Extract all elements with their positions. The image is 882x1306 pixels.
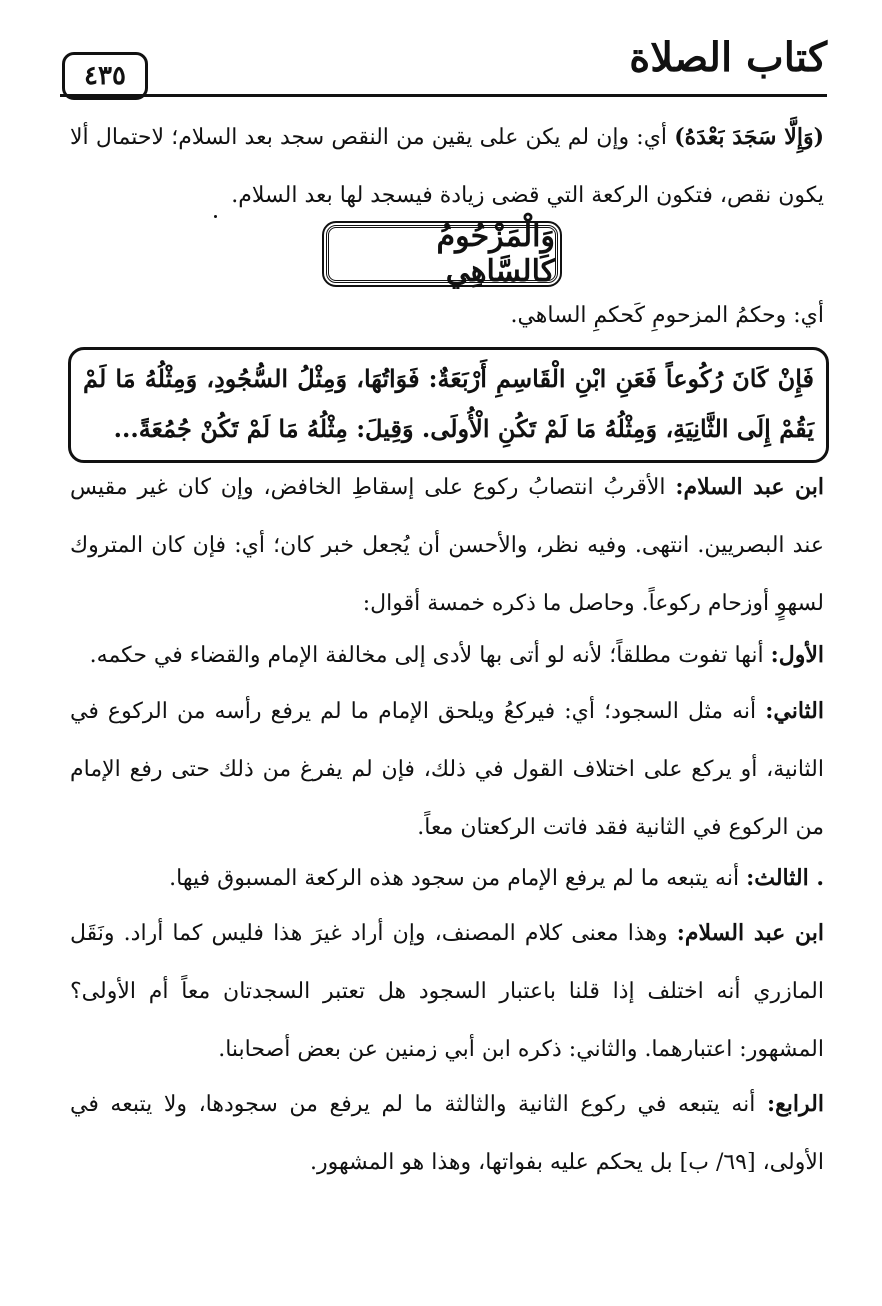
ink-speck	[214, 215, 217, 218]
paragraph-text: أنه مثل السجود؛ أي: فيركعُ ويلحق الإمام ما لم يرفع رأسه من الركوع في الثانية، أو يركع على اختلاف القول في ذلك، فإن لم يفرغ من ذلك حتى رفع الإمام من الركوع في الثانية فقد فاتت الركعتان معاً.	[70, 699, 824, 840]
chapter-title: كتاب الصلاة	[629, 34, 827, 81]
paragraph-text: أنها تفوت مطلقاً؛ لأنه لو أتى بها لأدى إلى مخالفة الإمام والقضاء في حكمه.	[89, 643, 771, 668]
matn-quote-text: فَإِنْ كَانَ رُكُوعاً فَعَنِ ابْنِ الْقَاسِمِ أَرْبَعَةٌ: فَوَاتُهَا، وَمِثْلُ السُّجُودِ، وَمِثْلُهُ مَا لَمْ يَقُمْ إِلَى الثَّانِيَةِ، وَمِثْلُهُ مَا لَمْ تَكُنِ الْأُولَى. وَقِيلَ: مِثْلُهُ مَا لَمْ تَكُنْ جُمُعَةً...	[83, 364, 814, 443]
matn-quote: (وَإِلَّا سَجَدَ بَعْدَهُ)	[674, 124, 824, 150]
paragraph-6	[70, 849, 824, 908]
paragraph-text: أي: وحكمُ المزحومِ كَحكمِ الساهي.	[510, 303, 824, 328]
section-heading-text: وَالْمَزْحُومُ كَالسَّاهِي	[436, 219, 555, 289]
paragraph-text: أنه يتبعه ما لم يرفع الإمام من سجود هذه الركعة المسبوق فيها.	[169, 866, 747, 891]
opinion-label: الأول:	[770, 642, 824, 668]
opinion-label: . الثالث:	[746, 865, 824, 891]
paragraph-4	[70, 626, 824, 685]
matn-quote-box	[68, 347, 829, 463]
header-rule	[60, 94, 827, 97]
paragraph-7	[70, 904, 824, 1079]
paragraph-text: أي: وإن لم يكن على يقين من النقص سجد بعد السلام؛ لاحتمال ألا يكون نقص، فتكون الركعة التي قضى زيادة فيسجد لها بعد السلام.	[70, 125, 824, 208]
paragraph-text: الأقربُ انتصابُ ركوع على إسقاطِ الخافض، وإن كان غير مقيس عند البصريين. انتهى. وفيه نظر، والأحسن أن يُجعل خبر كان؛ أي: فإن كان المتروك لسهوٍ أوزحام ركوعاً. وحاصل ما ذكره خمسة أقوال:	[70, 475, 824, 616]
paragraph-text: وهذا معنى كلام المصنف، وإن أراد غيرَ هذا فليس كما أراد. ونَقَل المازري أنه اختلف إذا قلنا باعتبار السجود هل تعتبر السجدتان معاً أم الأولى؟ المشهور: اعتبارهما. والثاني: ذكره ابن أبي زمنين عن بعض أصحابنا.	[70, 921, 824, 1062]
opinion-label: الثاني:	[765, 698, 824, 724]
paragraph-5	[70, 682, 824, 857]
paragraph-1	[70, 108, 824, 225]
section-heading	[326, 219, 558, 289]
paragraph-2	[70, 287, 824, 345]
paragraph-8	[70, 1075, 824, 1192]
commentator-label: ابن عبد السلام:	[675, 474, 824, 500]
paragraph-text: أنه يتبعه في ركوع الثانية والثالثة ما لم يرفع من سجودها، ولا يتبعه في الأولى، [٦٩/ ب] بل يحكم عليه بفواتها، وهذا هو المشهور.	[70, 1092, 824, 1175]
commentator-label: ابن عبد السلام:	[676, 920, 824, 946]
paragraph-3	[70, 458, 824, 633]
opinion-label: الرابع:	[766, 1091, 824, 1117]
page-number: ٤٣٥	[62, 52, 148, 100]
